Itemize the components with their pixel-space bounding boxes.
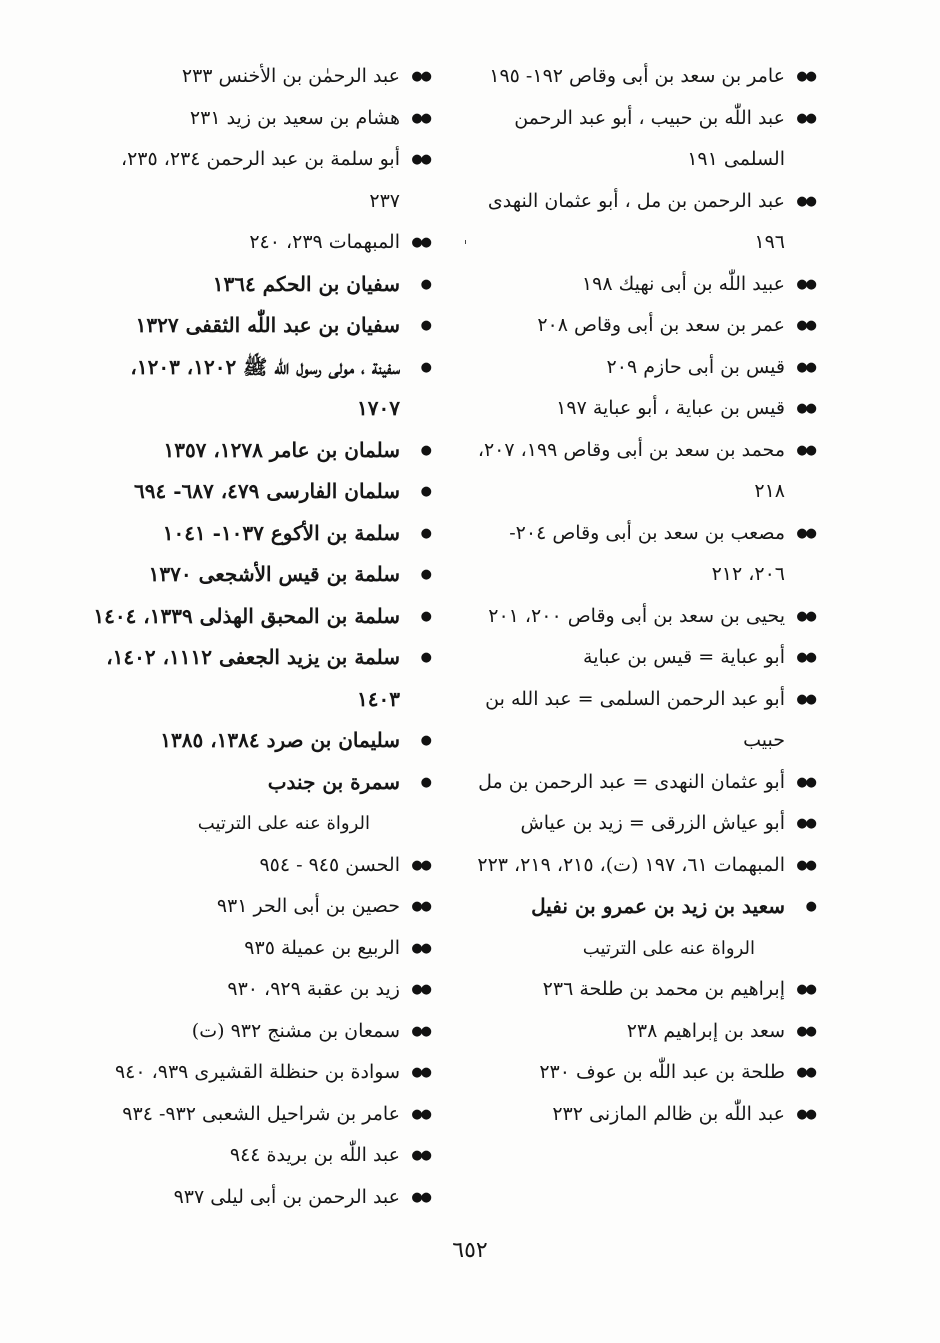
entry-text: قيس بن عباية ، أبو عباية ١٩٧	[556, 397, 785, 419]
bullet-marker: ●	[420, 650, 430, 665]
entry-text: سعد بن إبراهيم ٢٣٨	[626, 1019, 785, 1042]
index-entry	[470, 762, 815, 804]
bullet-marker: ●●	[796, 359, 815, 375]
bullet-marker: ●●	[796, 110, 815, 126]
entry-text: طلحة بن عبد اللّٰه بن عوف ٢٣٠	[539, 1061, 785, 1083]
index-entry	[90, 98, 430, 140]
index-entry	[470, 181, 815, 264]
bullet-marker: ●●	[411, 152, 430, 167]
index-entry	[90, 222, 430, 264]
index-entry	[90, 1094, 430, 1136]
entry-text: سلمة بن الأكوع ١٠٣٧- ١٠٤١	[162, 520, 400, 545]
entry-text: سوادة بن حنظلة القشيرى ٩٣٩، ٩٤٠	[114, 1061, 400, 1083]
index-entry	[470, 388, 815, 430]
index-column-right	[470, 56, 815, 1135]
index-entry	[470, 98, 815, 181]
narrators-subheading	[90, 803, 430, 845]
bullet-marker: ●	[420, 484, 430, 499]
entry-text: حصين بن أبى الحر ٩٣١	[216, 895, 400, 917]
bullet-marker: ●●	[796, 650, 815, 665]
index-entry	[470, 886, 815, 928]
index-entry	[90, 471, 430, 513]
entry-text: هشام بن سعيد بن زيد ٢٣١	[189, 106, 400, 129]
index-entry	[470, 305, 815, 347]
bullet-marker: ●●	[796, 1065, 815, 1080]
index-entry	[90, 347, 430, 430]
bullet-marker: ●	[420, 442, 430, 458]
entry-text: سعيد بن زيد بن عمرو بن نفيل	[531, 894, 785, 918]
entry-text: عبيد اللّٰه بن أبى نهيك ١٩٨	[581, 272, 785, 295]
bullet-marker: ●●	[796, 816, 815, 831]
index-entry	[90, 1011, 430, 1053]
bullet-marker: ●	[420, 359, 430, 375]
index-column-left	[90, 56, 430, 1218]
entry-text: الرواة عنه على الترتيب	[197, 813, 370, 834]
index-entry	[470, 679, 815, 762]
bullet-marker: ●●	[411, 69, 430, 84]
index-entry	[470, 637, 815, 679]
entry-text: عبد اللّٰه بن حبيب ، أبو عبد الرحمن السلمى ١٩١	[514, 106, 785, 170]
entry-text: سلمة بن يزيد الجعفى ١١١٢، ١٤٠٢، ١٤٠٣	[106, 645, 400, 711]
entry-text: الربيع بن عميلة ٩٣٥	[244, 936, 400, 959]
page-number: ٦٥٢	[452, 1238, 488, 1263]
bullet-marker: ●●	[796, 193, 815, 209]
bullet-marker: ●●	[796, 608, 815, 624]
bullet-marker: ●●	[411, 1148, 430, 1163]
index-entry	[90, 1177, 430, 1219]
bullet-marker: ●●	[796, 1106, 815, 1122]
entry-text: أبو عباية = قيس بن عباية	[583, 646, 785, 668]
entry-text: يحيى بن سعد بن أبى وقاص ٢٠٠، ٢٠١	[488, 604, 785, 627]
entry-text: عبد الرحمن بن أبى ليلى ٩٣٧	[173, 1185, 400, 1208]
narrators-subheading	[470, 928, 815, 970]
bullet-marker: ●●	[796, 276, 815, 292]
entry-text: محمد بن سعد بن أبى وقاص ١٩٩، ٢٠٧، ٢١٨	[477, 438, 785, 502]
entry-text: سمعان بن مشنج ٩٣٢ (ت)	[191, 1019, 400, 1042]
column-divider-mark	[465, 240, 466, 244]
bullet-marker: ●●	[796, 982, 815, 997]
entry-text: عمر بن سعد بن أبى وقاص ٢٠٨	[537, 314, 785, 336]
index-entry	[470, 969, 815, 1011]
bullet-marker: ●●	[796, 774, 815, 790]
index-entry	[90, 1135, 430, 1177]
index-entry	[470, 1094, 815, 1136]
entry-text: المبهمات ٦١، ١٩٧ (ت)، ٢١٥، ٢١٩، ٢٢٣	[477, 853, 785, 876]
entry-text: عامر بن سعد بن أبى وقاص ١٩٢- ١٩٥	[489, 65, 785, 87]
entry-text: سلمان الفارسى ٤٧٩، ٦٨٧- ٦٩٤	[134, 479, 400, 503]
bullet-marker: ●	[420, 276, 430, 292]
index-entry	[90, 637, 430, 720]
index-entry	[470, 1011, 815, 1053]
bullet-marker: ●●	[411, 1065, 430, 1080]
bullet-marker: ●●	[796, 1023, 815, 1039]
index-entry	[470, 845, 815, 887]
entry-text: المبهمات ٢٣٩، ٢٤٠	[249, 231, 400, 253]
entry-text: سفيان بن الحكم ١٣٦٤	[212, 271, 400, 296]
bullet-marker: ●●	[411, 1023, 430, 1039]
index-entry	[470, 56, 815, 98]
entry-text: سلمان بن عامر ١٢٧٨، ١٣٥٧	[163, 437, 400, 462]
bullet-marker: ●●	[796, 318, 815, 333]
bullet-marker: ●●	[796, 69, 815, 84]
index-entry	[470, 430, 815, 513]
index-entry	[90, 1052, 430, 1094]
entry-text: عبد اللّٰه بن ظالم المازنى ٢٣٢	[552, 1102, 785, 1125]
bullet-marker: ●●	[796, 525, 815, 541]
bullet-marker: ●●	[411, 982, 430, 997]
bullet-marker: ●●	[411, 940, 430, 956]
bullet-marker: ●	[805, 899, 815, 914]
index-entry	[90, 762, 430, 804]
bullet-marker: ●●	[411, 110, 430, 126]
bullet-marker: ●●	[411, 235, 430, 250]
index-entry	[90, 305, 430, 347]
entry-text: سلمة بن قيس الأشجعى ١٣٧٠	[148, 562, 400, 586]
index-entry	[90, 928, 430, 970]
index-entry	[470, 264, 815, 306]
entry-text: عبد اللّٰه بن بريدة ٩٤٤	[229, 1144, 400, 1166]
bullet-marker: ●●	[796, 401, 815, 416]
index-entry	[470, 1052, 815, 1094]
entry-text: قيس بن أبى حازم ٢٠٩	[606, 355, 785, 378]
entry-text: سلمة بن المحبق الهذلى ١٣٣٩، ١٤٠٤	[93, 603, 400, 628]
entry-text: عامر بن شراحيل الشعبى ٩٣٢- ٩٣٤	[122, 1102, 400, 1125]
index-entry	[470, 803, 815, 845]
entry-text: أبو عياش الزرقى = زيد بن عياش	[520, 812, 785, 834]
bullet-marker: ●	[420, 733, 430, 748]
index-entry	[90, 845, 430, 887]
index-entry	[90, 886, 430, 928]
bullet-marker: ●●	[411, 899, 430, 914]
bullet-marker: ●	[420, 525, 430, 541]
entry-text: سليمان بن صرد ١٣٨٤، ١٣٨٥	[160, 728, 400, 752]
entry-text: الحسن ٩٤٥ - ٩٥٤	[259, 853, 400, 876]
index-entry	[90, 720, 430, 762]
index-entry	[470, 596, 815, 638]
entry-text: سمرة بن جندب	[267, 769, 400, 794]
index-entry	[470, 347, 815, 389]
bullet-marker: ●●	[796, 691, 815, 707]
entry-text: أبو عبد الرحمن السلمى = عبد الله بن حبيب	[485, 687, 785, 751]
index-entry	[90, 969, 430, 1011]
bullet-marker: ●●	[796, 442, 815, 458]
bullet-marker: ●●	[796, 857, 815, 873]
bullet-marker: ●	[420, 567, 430, 582]
index-entry	[90, 139, 430, 222]
index-entry	[90, 513, 430, 555]
index-entry	[90, 554, 430, 596]
index-entry	[90, 264, 430, 306]
entry-text: إبراهيم بن محمد بن طلحة ٢٣٦	[542, 978, 785, 1000]
bullet-marker: ●	[420, 318, 430, 333]
entry-text: أبو عثمان النهدى = عبد الرحمن بن مل	[478, 770, 785, 793]
index-entry	[470, 513, 815, 596]
entry-text: مصعب بن سعد بن أبى وقاص ٢٠٤- ٢٠٦، ٢١٢	[509, 521, 785, 585]
entry-text: سفيان بن عبد اللّٰه الثقفى ١٣٢٧	[135, 313, 400, 337]
entry-text: زيد بن عقبة ٩٢٩، ٩٣٠	[227, 978, 400, 1000]
index-entry	[90, 430, 430, 472]
entry-text: عبد الرحمٰن بن الأخنس ٢٣٣	[181, 65, 400, 87]
index-entry	[90, 596, 430, 638]
bullet-marker: ●	[420, 608, 430, 624]
entry-text: الرواة عنه على الترتيب	[582, 937, 755, 959]
bullet-marker: ●●	[411, 857, 430, 873]
entry-text: أبو سلمة بن عبد الرحمن ٢٣٤، ٢٣٥، ٢٣٧	[120, 148, 400, 212]
index-entry	[90, 56, 430, 98]
bullet-marker: ●	[420, 774, 430, 790]
bullet-marker: ●●	[411, 1189, 430, 1205]
bullet-marker: ●●	[411, 1106, 430, 1122]
entry-text: سفينة ، مولى رسول اللّٰه ﷺ ١٢٠٢، ١٢٠٣، ١٧٠٧	[130, 354, 400, 420]
entry-text: عبد الرحمن بن مل ، أبو عثمان النهدى ١٩٦	[487, 189, 785, 253]
